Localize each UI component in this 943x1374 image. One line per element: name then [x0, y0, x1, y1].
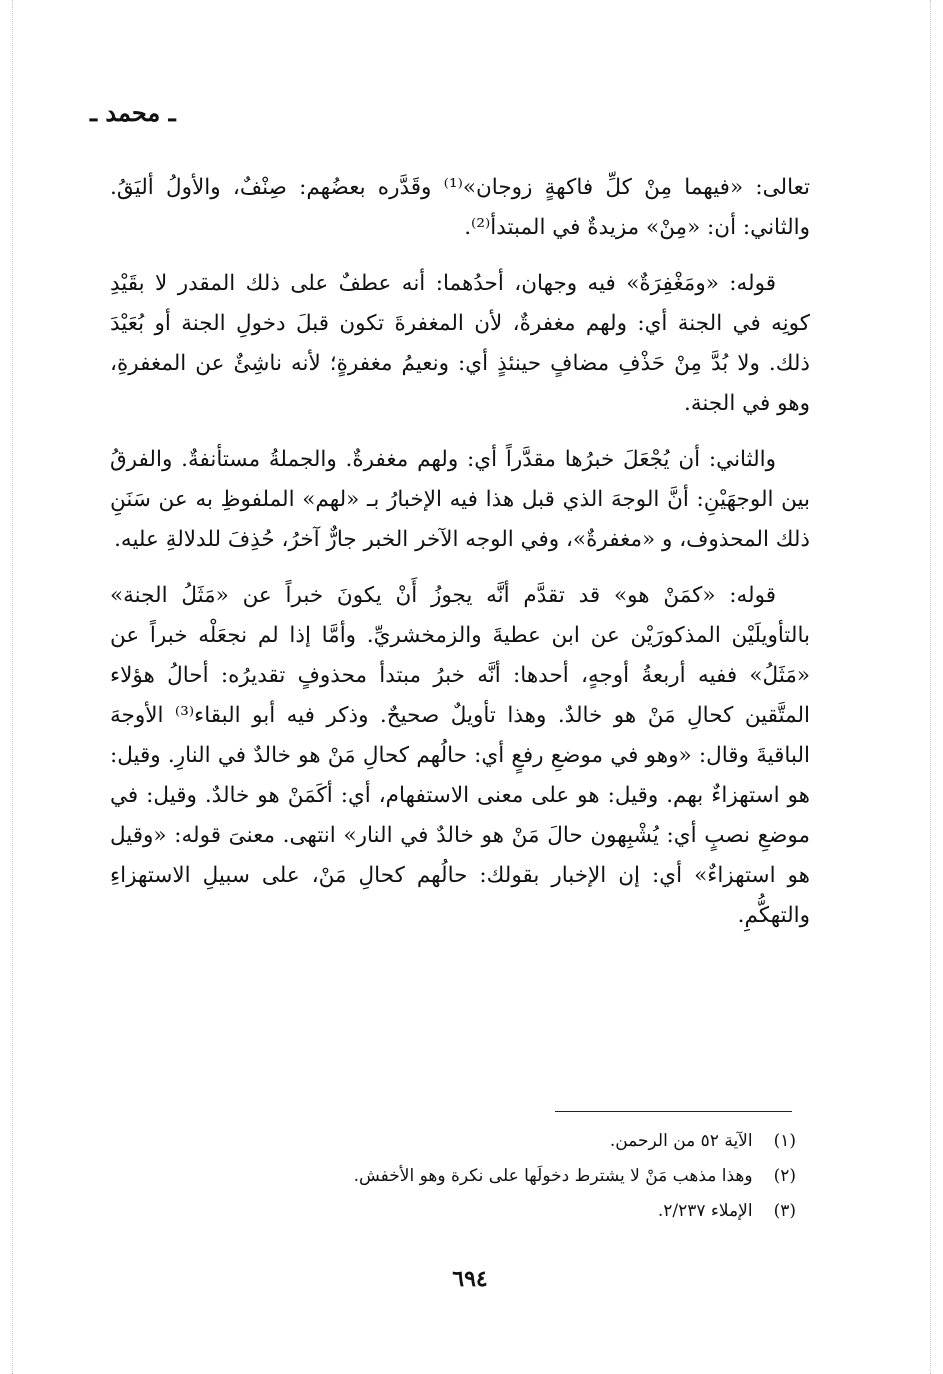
footnote [300, 1159, 796, 1194]
footnotes [300, 1124, 796, 1229]
footnote [300, 1194, 796, 1229]
footnote-number: (١) [773, 1131, 796, 1151]
footnote-separator [555, 1111, 792, 1112]
paragraph: تعالى: «فيهما مِنْ كلِّ فاكهةٍ زوجان»⁽¹⁾ وقَدَّره بعضُهم: صِنْفٌ، والأولُ أليَقُ. والثاني: أن: «مِنْ» مزيدةٌ في المبتدأ⁽²⁾. [110, 175, 810, 240]
paragraph: قوله: «ومَغْفِرَةٌ» فيه وجهان، أحدُهما: أنه عطفٌ على ذلك المقدر لا بقَيْدِ كونِه في الجنة أي: ولهم مغفرةٌ، لأن المغفرةَ تكون قبلَ دخولِ الجنة أو بُعَيْدَ ذلك. ولا بُدَّ مِنْ حَذْفِ مضافٍ حينئذٍ أي: ونعيمُ مغفرةٍ؛ لأنه ناشِئٌ عن المغفرةِ، وهو في الجنة. [110, 271, 810, 416]
paragraph: والثاني: أن يُجْعَلَ خبرُها مقدَّراً أي: ولهم مغفرةٌ. والجملةُ مستأنفةٌ. والفرقُ بين الوجهَيْنِ: أنَّ الوجهَ الذي قبل هذا فيه الإخبارُ بـ «لهم» الملفوظِ به عن سَنَنِ ذلك المحذوف، و «مغفرةٌ»، وفي الوجه الآخر الخبر جارٌّ آخرُ، حُذِفَ للدلالةِ عليه. [110, 447, 810, 552]
paragraph: قوله: «كمَنْ هو» قد تقدَّم أنَّه يجوزُ أَنْ يكونَ خبراً عن «مَثَلُ الجنة» بالتأويلَيْن المذكورَيْن عن ابن عطيةَ والزمخشريِّ. وأمَّا إذا لم نجعَلْه خبراً عن «مَثَلُ» ففيه أربعةُ أوجهٍ، أحدها: أنَّه خبرُ مبتدأ محذوفٍ تقديرُه: أحالُ هؤلاء المتَّقين كحالِ مَنْ هو خالدٌ. وهذا تأويلٌ صحيحٌ. وذكر فيه أبو البقاء⁽³⁾ الأوجهَ الباقيةَ وقال: «وهو في موضعِ رفعٍ أي: حالُهم كحالِ مَنْ هو خالدٌ في النارِ. وقيل: هو استهزاءٌ بهم. وقيل: هو على معنى الاستفهام، أي: أكَمَنْ هو خالدٌ. وقيل: في موضعِ نصبٍ أي: يُشْبِهون حالَ مَنْ هو خالدٌ في النار» انتهى. معنىَ قوله: «وقيل هو استهزاءٌ» أي: إن الإخبار بقولك: حالُهم كحالِ مَنْ، على سبيلِ الاستهزاءِ والتهكُّمِ. [110, 583, 810, 928]
footnote-number: (٢) [773, 1166, 796, 1186]
running-header: ـ محمد ـ [90, 98, 176, 127]
footnote-text: الإملاء ٢/٢٣٧. [657, 1201, 753, 1221]
footnote [300, 1124, 796, 1159]
page-number: ٦٩٤ [452, 1266, 488, 1292]
footnote-number: (٣) [773, 1201, 796, 1221]
footnote-text: الآية ٥٢ من الرحمن. [609, 1131, 753, 1151]
main-text [110, 168, 810, 952]
scan-edge-right [930, 0, 931, 1374]
footnote-text: وهذا مذهب مَنْ لا يشترط دخولَها على نكرة وهو الأخفش. [353, 1166, 753, 1186]
scan-edge-left [12, 0, 13, 1374]
